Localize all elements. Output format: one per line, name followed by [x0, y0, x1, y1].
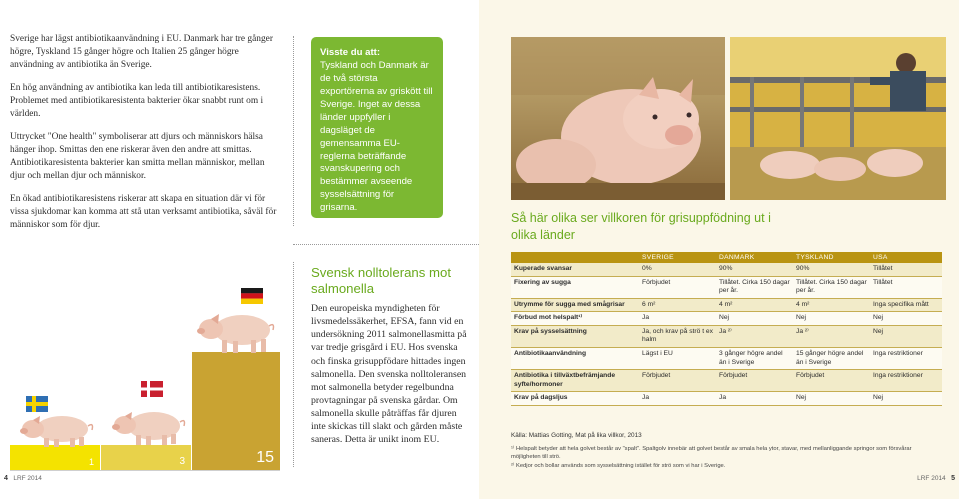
table-cell: Kuperade svansar	[511, 263, 639, 276]
table-row	[511, 325, 942, 347]
podium-value-denmark: 3	[179, 456, 185, 467]
table-row	[511, 348, 942, 370]
barn-farmer-photo	[730, 37, 946, 200]
table-row	[511, 312, 942, 326]
table-cell: Förbjudet	[639, 276, 716, 298]
footer-label-right: LRF 2014	[917, 475, 946, 482]
table-cell: Förbjudet	[793, 370, 870, 392]
table-cell: Nej	[716, 312, 793, 326]
table-cell: Nej	[870, 312, 942, 326]
table-cell: Förbud mot helspalt¹⁾	[511, 312, 639, 326]
column-divider	[293, 36, 294, 226]
germany-flag-icon	[241, 288, 263, 304]
footnote: ¹⁾ Helspalt betyder att hela golvet består av "spalt". Spaltgolv innebär att golvet består av smala hela ytor, stavar, med mellanliggande springor som försvårar möjligheten till strö.	[511, 446, 912, 461]
comparison-table	[511, 252, 942, 406]
table-cell: Inga restriktioner	[870, 348, 942, 370]
table-cell: Inga restriktioner	[870, 370, 942, 392]
podium-denmark	[101, 445, 191, 470]
footer-left	[4, 475, 42, 482]
intro-paragraph: Sverige har lägst antibiotikaanvändning i EU. Danmark har tre gånger högre, Tyskland 15 gånger högre och Italien 25 gånger högre användning av antibiotika än Sverige.	[10, 34, 273, 70]
sweden-flag-icon	[26, 396, 48, 412]
table-cell: 3 gånger högre andel än i Sverige	[716, 348, 793, 370]
denmark-flag-icon	[141, 381, 163, 397]
podium-germany	[192, 352, 280, 470]
table-cell: Ja	[639, 392, 716, 406]
intro-paragraph: Uttrycket "One health" symboliserar att djurs och människors hälsa hänger ihop. Smittas den ene riskerar även den andre att smittas. Antibiotikaresistenta bakterier kan smitta mellan människor, mellan djur och mellan djur och människor.	[10, 131, 265, 181]
table-cell: Utrymme för sugga med smågrisar	[511, 298, 639, 312]
table-cell: Tillåtet. Cirka 150 dagar per år.	[793, 276, 870, 298]
footer-right	[917, 475, 955, 482]
table-cell: Nej	[870, 325, 942, 347]
table-cell: Ja ²⁾	[793, 325, 870, 347]
salmonella-body: Den europeiska myndigheten för livsmedelssäkerhet, EFSA, fann vid en undersökning 2011 salmonellasmitta på var tredje grisgård i EU. Hos svenska och finska grisuppfödare hittades ingen salmonella. Den svenska nolltoleransen mot salmonella betyder regelbundna provtagningar på svenska gårdar. Om salmonella skulle påträffas får djuren inte skickas till slakt och gården måste saneras. Detta är unikt inom EU.	[311, 303, 467, 446]
table-cell: Ja	[716, 392, 793, 406]
column-divider	[293, 262, 294, 467]
table-cell: Krav på dagsljus	[511, 392, 639, 406]
table-cell: Krav på sysselsättning	[511, 325, 639, 347]
table-row	[511, 298, 942, 312]
table-cell: 90%	[793, 263, 870, 276]
table-cell: Nej	[793, 312, 870, 326]
pig-illustration-sweden	[18, 408, 98, 448]
table-row	[511, 276, 942, 298]
page-number-right: 5	[951, 475, 955, 482]
did-you-know-text: Tyskland och Danmark är de två största exportörerna av griskött till Sverige. Inget av dessa länder uppfyller i dagsläget de gemensamma EU-reglerna beträffande svanskupering och bestämmer avseende sysselsättning för grisarna.	[320, 59, 433, 214]
table-row	[511, 263, 942, 276]
did-you-know-box	[311, 37, 443, 218]
table-cell: 0%	[639, 263, 716, 276]
piglets-photo	[511, 37, 725, 200]
table-cell: Ja, och krav på strö t ex halm	[639, 325, 716, 347]
table-footnotes	[511, 445, 941, 471]
table-cell: Förbjudet	[639, 370, 716, 392]
table-cell: Antibiotikaanvändning	[511, 348, 639, 370]
did-you-know-title: Visste du att:	[320, 47, 381, 58]
table-header	[511, 252, 639, 263]
table-cell: Ja	[639, 312, 716, 326]
table-header: USA	[870, 252, 942, 263]
salmonella-heading: Svensk nolltolerans mot salmonella	[311, 265, 452, 297]
table-cell: 4 m²	[793, 298, 870, 312]
table-cell: Lägst i EU	[639, 348, 716, 370]
intro-text-column	[10, 33, 278, 242]
page-number-left: 4	[4, 475, 8, 482]
table-cell: Nej	[870, 392, 942, 406]
table-cell: Ja ²⁾	[716, 325, 793, 347]
table-row	[511, 370, 942, 392]
table-title: Så här olika ser villkoren för grisuppfödning ut i olika länder	[511, 211, 771, 242]
table-cell: 6 m²	[639, 298, 716, 312]
podium-value-germany: 15	[256, 449, 274, 466]
table-header-row	[511, 252, 942, 263]
podium-baseline	[10, 470, 280, 471]
footnote: ²⁾ Kedjor och bollar används som sysselsättning istället för strö som vi har i Sverige.	[511, 463, 726, 470]
table-cell: 90%	[716, 263, 793, 276]
table-cell: Tillåtet	[870, 276, 942, 298]
table-cell: 15 gånger högre andel än i Sverige	[793, 348, 870, 370]
table-cell: Nej	[793, 392, 870, 406]
table-cell: Tillåtet. Cirka 150 dagar per år.	[716, 276, 793, 298]
table-header: SVERIGE	[639, 252, 716, 263]
table-header: DANMARK	[716, 252, 793, 263]
section-divider	[293, 244, 479, 245]
table-cell: Antibiotika i tillväxtbefrämjande syfte/hormoner	[511, 370, 639, 392]
table-cell: Fixering av sugga	[511, 276, 639, 298]
table-cell: Inga specifika mått	[870, 298, 942, 312]
intro-paragraph: En hög användning av antibiotika kan leda till antibiotikaresistens. Problemet med antibiotikaresistenta bakterier ökar snabbt runt om i världen.	[10, 82, 264, 119]
table-cell: Förbjudet	[716, 370, 793, 392]
pig-illustration-germany	[196, 306, 278, 354]
pig-illustration-denmark	[110, 404, 190, 446]
table-cell: Tillåtet	[870, 263, 942, 276]
podium-value-sweden: 1	[88, 457, 94, 467]
table-cell: 4 m²	[716, 298, 793, 312]
intro-paragraph: En ökad antibiotikaresistens riskerar att skapa en situation där vi för vissa sjukdomar kan komma att stå utan verksamt antibiotika, såväl för människor som för djur.	[10, 193, 277, 230]
table-header: TYSKLAND	[793, 252, 870, 263]
podium-sweden	[10, 445, 100, 470]
table-row	[511, 392, 942, 406]
table-source: Källa: Mattias Gotting, Mat på lika villkor, 2013	[511, 432, 642, 439]
footer-label-left: LRF 2014	[13, 475, 42, 482]
